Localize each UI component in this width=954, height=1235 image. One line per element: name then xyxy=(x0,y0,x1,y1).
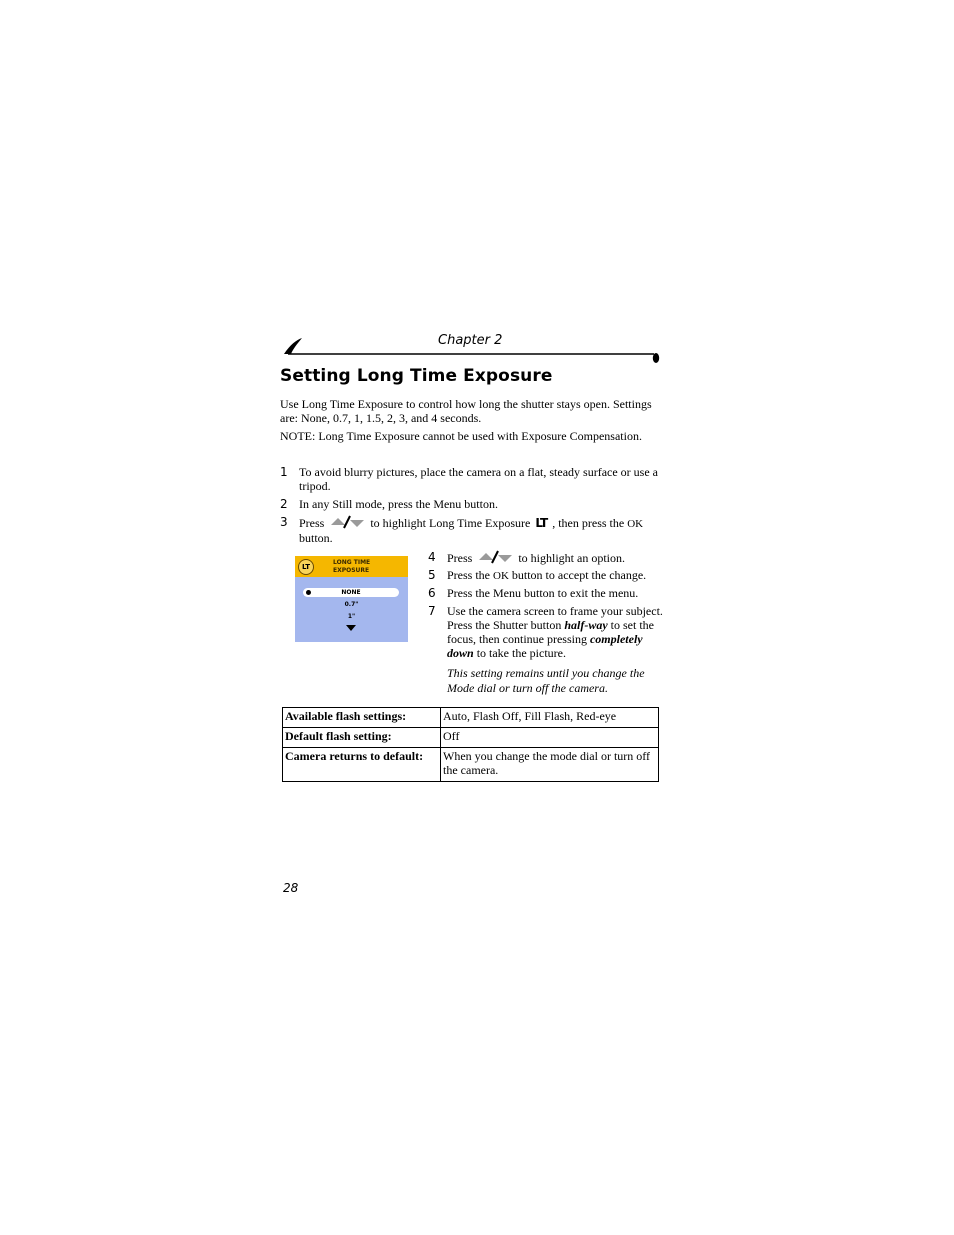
step-4 xyxy=(428,550,663,565)
emphasis-completely-down: completely down xyxy=(447,632,643,660)
step-text: To avoid blurry pictures, place the camera on a flat, steady surface or use a tripod. xyxy=(299,465,659,493)
step-text: In any Still mode, press the Menu button. xyxy=(299,497,498,511)
down-arrow-icon xyxy=(346,625,356,631)
step-number: 7 xyxy=(428,604,436,618)
table-value: Off xyxy=(441,728,659,748)
step-text: to highlight an option. xyxy=(518,551,626,565)
table-label: Available flash settings: xyxy=(283,708,441,728)
step-text: , then press the xyxy=(552,516,625,530)
lt-badge-icon: LT xyxy=(298,559,314,575)
flash-settings-table xyxy=(282,707,659,782)
step-1 xyxy=(280,465,660,493)
step-text: button to accept the change. xyxy=(511,568,647,582)
camera-screen-header xyxy=(295,556,408,577)
step-text: Press xyxy=(447,551,473,565)
step-6 xyxy=(428,586,663,600)
option-none: NONE xyxy=(341,589,361,596)
up-down-arrow-icon xyxy=(478,550,512,564)
step-2 xyxy=(280,497,660,511)
camera-screen-image xyxy=(295,556,408,642)
step-number: 4 xyxy=(428,550,436,564)
step-number: 3 xyxy=(280,515,288,529)
up-down-arrow-icon xyxy=(330,515,364,529)
table-value: Auto, Flash Off, Fill Flash, Red-eye xyxy=(441,708,659,728)
step-text: Press the xyxy=(447,568,490,582)
step-text: to take the picture. xyxy=(476,646,566,660)
step-text: Use the camera screen to frame your subject. Press the Shutter button xyxy=(447,604,663,632)
table-row xyxy=(283,708,659,728)
table-value: When you change the mode dial or turn off the camera. xyxy=(441,748,659,782)
option-1: 1" xyxy=(347,613,356,620)
note-paragraph: NOTE: Long Time Exposure cannot be used with Exposure Compensation. xyxy=(280,429,642,443)
step-number: 5 xyxy=(428,568,436,582)
step-text: to set the focus, then continue pressing xyxy=(447,618,654,646)
ok-button-label: OK xyxy=(627,518,644,530)
ok-button-label: OK xyxy=(493,570,509,582)
page-number: 28 xyxy=(283,881,299,895)
option-0-7: 0.7" xyxy=(344,601,359,608)
step-3 xyxy=(280,515,660,545)
step-text: button. xyxy=(299,531,333,545)
table-row xyxy=(283,728,659,748)
step-7 xyxy=(428,604,663,660)
step-text: Press the Menu button to exit the menu. xyxy=(447,586,639,600)
long-time-exposure-icon: LT xyxy=(535,516,548,530)
step-number: 2 xyxy=(280,497,288,511)
camera-screen-selected-option xyxy=(303,588,399,597)
camera-screen-title: LONG TIME EXPOSURE xyxy=(333,559,371,574)
intro-paragraph: Use Long Time Exposure to control how long the shutter stays open. Settings are: None, 0.7, 1, 1.5, 2, 3, and 4 seconds. xyxy=(280,397,652,425)
step-number: 1 xyxy=(280,465,288,479)
emphasis-half-way: half-way xyxy=(564,618,608,632)
table-label: Default flash setting: xyxy=(283,728,441,748)
table-row xyxy=(283,748,659,782)
chapter-label: Chapter 2 xyxy=(438,333,503,348)
step-number: 6 xyxy=(428,586,436,600)
setting-remark: This setting remains until you change the Mode dial or turn off the camera. xyxy=(447,666,645,695)
section-title: Setting Long Time Exposure xyxy=(280,366,553,386)
step-5 xyxy=(428,568,663,583)
step-text: Press xyxy=(299,516,325,530)
table-label: Camera returns to default: xyxy=(283,748,441,782)
step-text: to highlight Long Time Exposure xyxy=(370,516,531,530)
